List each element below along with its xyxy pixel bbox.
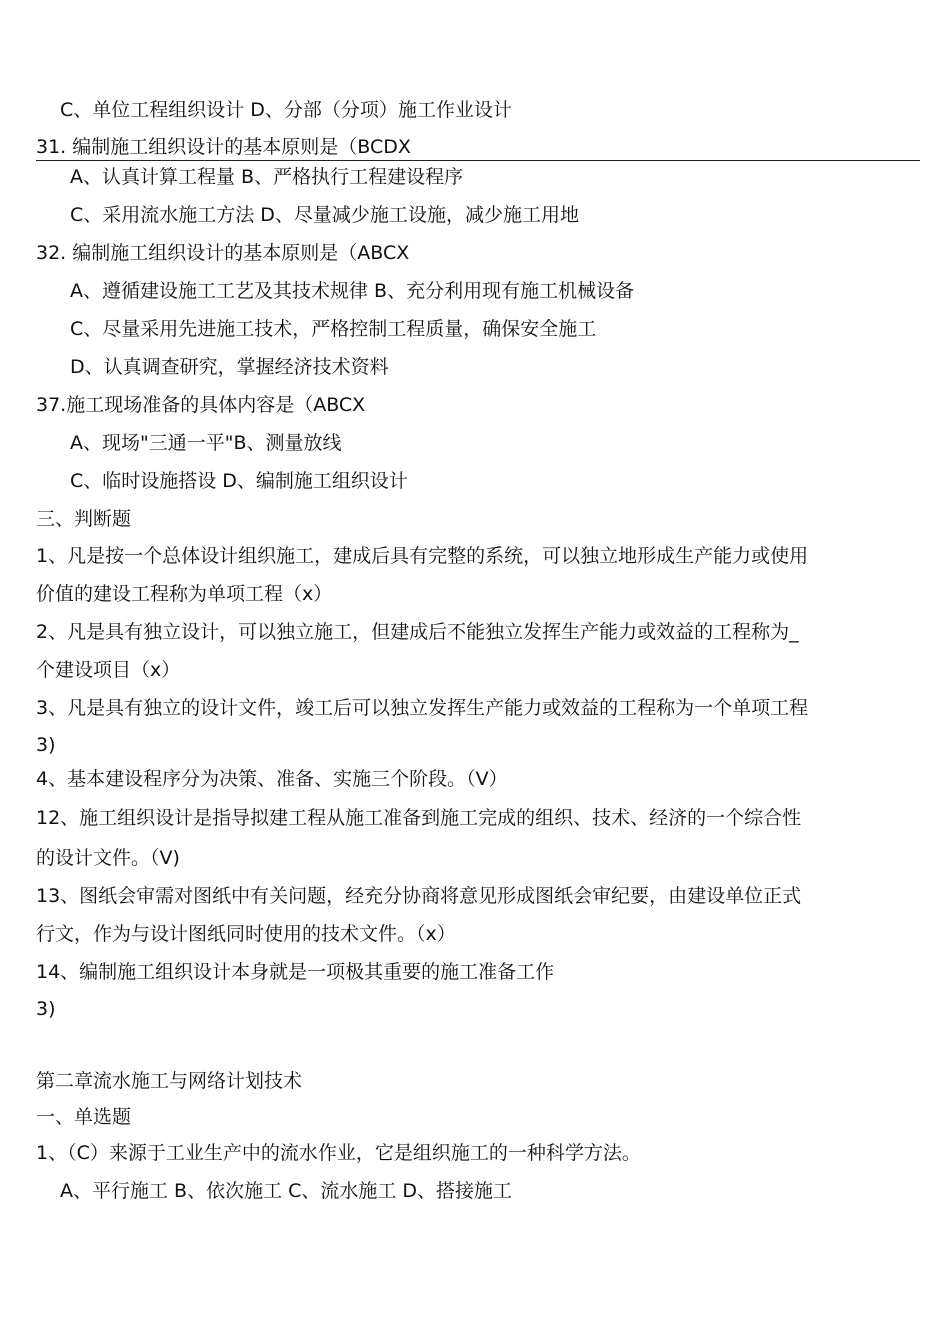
judgement-13-line-1: 13、图纸会审需对图纸中有关问题，经充分协商将意见形成图纸会审纪要，由建设单位正式 (36, 885, 802, 907)
judgement-3-line-1: 3、凡是具有独立的设计文件，竣工后可以独立发挥生产能力或效益的工程称为一个单项工程 (36, 697, 809, 719)
question-32-option-d: D、认真调查研究，掌握经济技术资料 (70, 356, 389, 378)
judgement-13-line-2: 行文，作为与设计图纸同时使用的技术文件。（x） (36, 923, 456, 945)
question-31: 31. 编制施工组织设计的基本原则是（BCDX (36, 136, 411, 158)
chapter-2-heading: 第二章流水施工与网络计划技术 (36, 1070, 303, 1092)
question-31-option-c-d: C、采用流水施工方法 D、尽量减少施工设施，减少施工用地 (70, 204, 579, 226)
question-37: 37.施工现场准备的具体内容是（ABCX (36, 394, 366, 416)
judgement-1-line-2: 价值的建设工程称为单项工程（x） (36, 583, 333, 605)
question-32-option-c: C、尽量采用先进施工技术，严格控制工程质量，确保安全施工 (70, 318, 597, 340)
question-32-option-a-b: A、遵循建设施工工艺及其技术规律 B、充分利用现有施工机械设备 (70, 280, 635, 302)
question-31-option-a-b: A、认真计算工程量 B、严格执行工程建设程序 (70, 166, 464, 188)
section-heading-judgement: 三、判断题 (36, 508, 132, 530)
judgement-2-line-1: 2、凡是具有独立设计，可以独立施工，但建成后不能独立发挥生产能力或效益的工程称为_ (36, 621, 799, 643)
judgement-1-line-1: 1、凡是按一个总体设计组织施工，建成后具有完整的系统，可以独立地形成生产能力或使用 (36, 545, 809, 567)
judgement-14-line-1: 14、编制施工组织设计本身就是一项极其重要的施工准备工作 (36, 961, 555, 983)
judgement-3-line-2: 3) (36, 734, 56, 756)
judgement-4: 4、基本建设程序分为决策、准备、实施三个阶段。（V） (36, 768, 508, 790)
judgement-14-line-2: 3) (36, 998, 56, 1020)
judgement-2-line-2: 个建设项目（x） (36, 659, 181, 681)
question-37-option-c-d: C、临时设施搭设 D、编制施工组织设计 (70, 470, 408, 492)
divider-rule (36, 160, 920, 161)
single-choice-question-1: 1、（C）来源于工业生产中的流水作业，它是组织施工的一种科学方法。 (36, 1142, 641, 1164)
section-heading-single-choice: 一、单选题 (36, 1106, 132, 1128)
judgement-12-line-2: 的设计文件。（V) (36, 847, 180, 869)
question-37-option-a-b: A、现场"三通一平"B、测量放线 (70, 432, 342, 454)
question-32: 32. 编制施工组织设计的基本原则是（ABCX (36, 242, 410, 264)
single-choice-question-1-options: A、平行施工 B、依次施工 C、流水施工 D、搭接施工 (60, 1180, 513, 1202)
judgement-12-line-1: 12、施工组织设计是指导拟建工程从施工准备到施工完成的组织、技术、经济的一个综合性 (36, 807, 802, 829)
option-line-c-d: C、单位工程组织设计 D、分部（分项）施工作业设计 (60, 99, 512, 121)
